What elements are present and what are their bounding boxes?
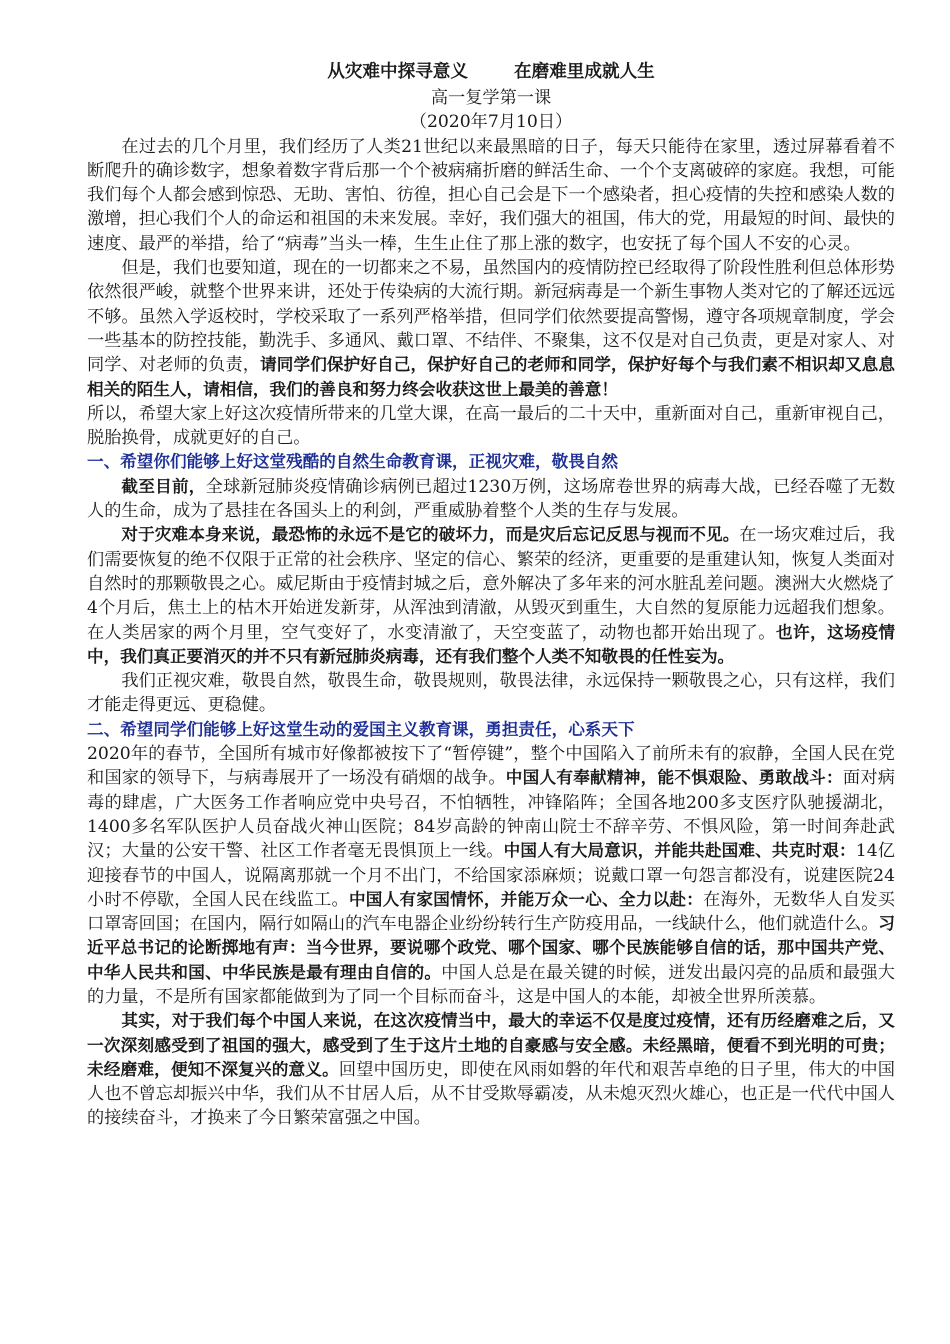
paragraph-8-bold: 其实，对于我们每个中国人来说，在这次疫情当中，最大的幸运不仅是度过疫情，还有历经磨难之后，又一次深刻感受到了祖国的强大，感受到了生于这片土地的自豪感与安全感。未经黑暗，便看不到光明的可贵；未经磨难，便知不深复兴的意义。 [87,1011,895,1079]
paragraph-7-text-5: 中国人总是在最关键的时候，迸发出最闪亮的品质和最强大的力量，不是所有国家都能做到为了同一个目标而奋斗，这是中国人的本能，却被全世界所羡慕。 [87,962,895,1007]
paragraph-5 [87,523,895,669]
section-heading-2: 二、希望同学们能够上好这堂生动的爱国主义教育课，勇担责任，心系天下 [87,719,635,739]
title-part-2: 在磨难里成就人生 [514,62,655,82]
paragraph-7-text-4: 在海外，无数华人自发买口罩寄回国；在国内，隔行如隔山的汽车电器企业纷纷转行生产防疫用品，一线缺什么，他们就造什么。 [87,889,895,935]
paragraph-2-text: 但是，我们也要知道，现在的一切都来之不易，虽然国内的疫情防控已经取得了阶段性胜利但总体形势依然很严峻，就整个世界来讲，还处于传染病的大流行期。新冠病毒是一个新生事物人类对它的了解还远远不够。虽然入学返校时，学校采取了一系列严格举措，但同学们依然要提高警惕，遵守各项规章制度，学会一些基本的防控技能，勤洗手、多通风、戴口罩、不结伴、不聚集，这不仅是对自己负责，更是对家人、对同学、对老师的负责， [87,258,895,376]
paragraph-2-bold: 请同学们保护好自己，保护好自己的老师和同学，保护好每个与我们素不相识却又息息相关的陌生人，请相信，我们的善良和努力终会收获这世上最美的善意！ [87,355,895,399]
paragraph-7-bold-3: 中国人有家国情怀，并能万众一心、全力以赴： [348,889,704,909]
paragraph-4 [87,475,895,524]
paragraph-5-bold-1: 对于灾难本身来说，最恐怖的永远不是它的破坏力，而是灾后忘记反思与视而不见。 [121,525,740,545]
document-subtitle: 高一复学第一课 [430,88,552,108]
paragraph-4-text: 全球新冠肺炎疫情确诊病例已超过1230万例，这场席卷世界的病毒大战，已经吞噬了无数人的生命，成为了悬挂在各国头上的利剑，严重威胁着整个人类的生存与发展。 [87,476,896,522]
paragraph-1: 在过去的几个月里，我们经历了人类21世纪以来最黑暗的日子，每天只能待在家里，透过屏幕看着不断爬升的确诊数字，想象着数字背后那一个个被病痛折磨的鲜活生命、一个个支离破碎的家庭。我想，可能我们每个人都会感到惊恐、无助、害怕、彷徨，担心自己会是下一个感染者，担心疫情的失控和感染人数的激增，担心我们个人的命运和祖国的未来发展。幸好，我们强大的祖国，伟大的党，用最短的时间、最快的速度、最严的举措，给了“病毒”当头一棒，生生止住了那上涨的数字，也安抚了每个国人不安的心灵。 [87,136,895,254]
document-page [87,60,895,1131]
paragraph-8-text: 回望中国历史，即使在风雨如磐的年代和艰苦卓绝的日子里，伟大的中国人也不曾忘却振兴中华，我们从不甘居人后，从不甘受欺辱霸凌，从未熄灭烈火雄心，也正是一代代中国人的接续奋斗，才换来了今日繁荣富强之中国。 [87,1059,895,1129]
document-date: （2020年7月10日） [409,112,573,133]
paragraph-3: 所以，希望大家上好这次疫情所带来的几堂大课，在高一最后的二十天中，重新面对自己，重新审视自己，脱胎换骨，成就更好的自己。 [87,403,895,449]
paragraph-5-text: 在一场灾难过后，我们需要恢复的绝不仅限于正常的社会秩序、坚定的信心、繁荣的经济，更重要的是重建认知，恢复人类面对自然时的那颗敬畏之心。威尼斯由于疫情封城之后，意外解决了多年来的河水脏乱差问题。澳洲大火燃烧了4个月后，焦土上的枯木开始迸发新芽，从浑浊到清澈，从毁灭到重生，大自然的复原能力远超我们想象。在人类居家的两个月里，空气变好了，水变清澈了，天空变蓝了，动物也都开始出现了。 [87,525,895,643]
paragraph-5-bold-2: 也许，这场疫情中，我们真正要消灭的并不只有新冠肺炎病毒，还有我们整个人类不知敬畏的任性妄为。 [87,622,895,666]
paragraph-4-bold: 截至目前， [121,476,206,496]
section-heading-1: 一、希望你们能够上好这堂残酷的自然生命教育课，正视灾难，敬畏自然 [87,452,618,472]
paragraph-7-bold-4: 习近平总书记的论断掷地有声：当今世界，要说哪个政党、哪个国家、哪个民族能够自信的话，那中国共产党、中华人民共和国、中华民族是最有理由自信的。 [87,914,895,982]
paragraph-7 [87,742,895,1009]
paragraph-7-bold-2: 中国人有大局意识，并能共赴国难、共克时艰： [503,841,856,861]
paragraph-7-bold-1: 中国人有奉献精神，能不惧艰险、勇敢战斗： [505,768,843,788]
document-title [87,60,895,84]
title-part-1: 从灾难中探寻意义 [327,62,468,82]
paragraph-7-text-1: 2020年的春节，全国所有城市好像都被按下了“暂停键”，整个中国陷入了前所未有的寂静，全国人民在党和国家的领导下，与病毒展开了一场没有硝烟的战争。 [87,744,895,789]
paragraph-6: 我们正视灾难，敬畏自然，敬畏生命，敬畏规则，敬畏法律，永远保持一颗敬畏之心，只有这样，我们才能走得更远、更稳健。 [87,671,895,716]
paragraph-8 [87,1009,895,1130]
paragraph-7-text-3: 14亿迎接春节的中国人，说隔离那就一个月不出门，不给国家添麻烦；说戴口罩一句怨言都没有，说建医院24小时不停歇，全国人民在线监工。 [87,841,895,910]
paragraph-2 [87,256,895,402]
paragraph-7-text-2: 面对病毒的肆虐，广大医务工作者响应党中央号召，不怕牺牲，冲锋陷阵；全国各地200多支医疗队驰援湖北，1400多名军队医护人员奋战火神山医院；84岁高龄的钟南山院士不辞辛劳、不惧风险，第一时间奔赴武汉；大量的公安干警、社区工作者毫无畏惧顶上一线。 [87,768,895,862]
